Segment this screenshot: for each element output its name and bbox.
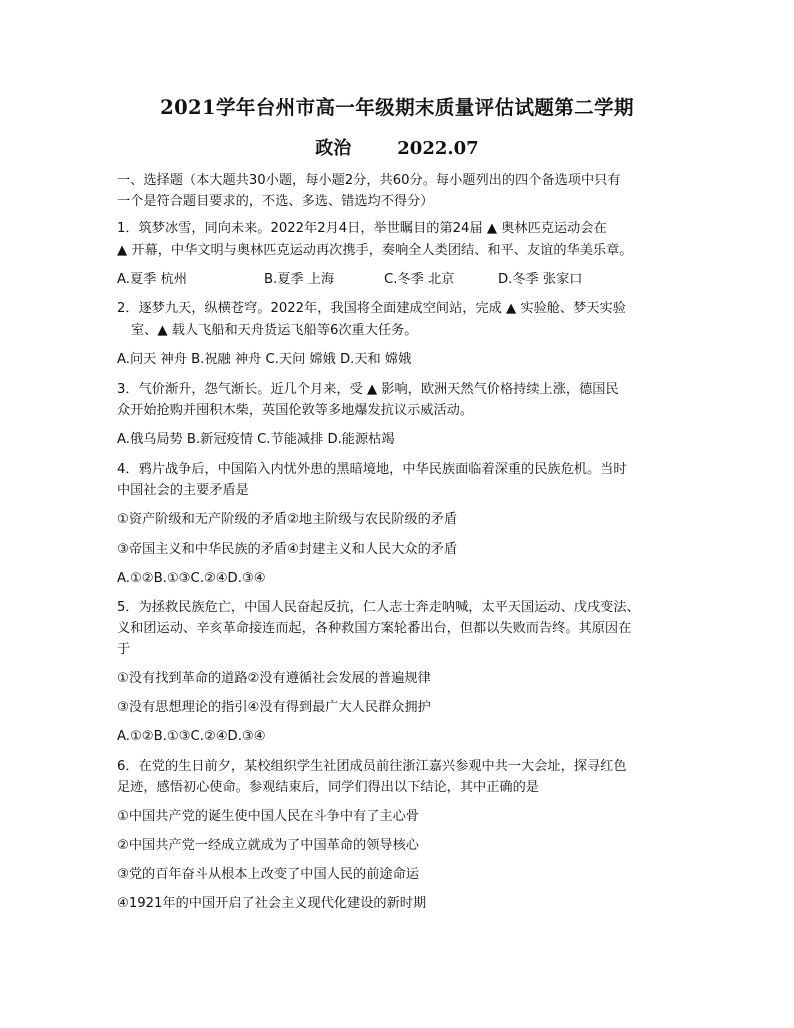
exam-date: 2022.07 [397, 138, 479, 159]
section-instructions-line-2: 一个是符合题目要求的，不选、多选、错选均不得分） [117, 194, 434, 209]
subject-label: 政治 [315, 138, 352, 159]
q1-option-a: A.夏季 杭州 [117, 272, 187, 287]
section-instructions-line-1: 一、选择题（本大题共30小题，每小题2分，共60分。每小题列出的四个备选项中只有 [117, 173, 621, 188]
q4-items-line-1: ①资产阶级和无产阶级的矛盾②地主阶级与农民阶级的矛盾 [117, 512, 458, 527]
exam-title: 2021学年台州市高一年级期末质量评估试题第二学期 [160, 96, 634, 119]
q3-stem-line-1: 3．气价渐升，怨气渐长。近几个月来，受 ▲ 影响，欧洲天然气价格持续上涨，德国民 [117, 382, 619, 397]
q6-item-4: ④1921年的中国开启了社会主义现代化建设的新时期 [117, 896, 427, 911]
q3-options: A.俄乌局势 B.新冠疫情 C.节能减排 D.能源枯竭 [117, 432, 395, 447]
q6-item-1: ①中国共产党的诞生使中国人民在斗争中有了主心骨 [117, 809, 419, 824]
q5-stem-line-1: 5．为拯救民族危亡，中国人民奋起反抗，仁人志士奔走呐喊，太平天国运动、戊戌变法、 [117, 600, 640, 615]
q2-options: A.问天 神舟 B.祝融 神舟 C.天问 嫦娥 D.天和 嫦娥 [117, 352, 412, 367]
q4-stem-line-1: 4．鸦片战争后，中国陷入内忧外患的黑暗境地，中华民族面临着深重的民族危机。当时 [117, 462, 627, 477]
q6-stem-line-1: 6．在党的生日前夕，某校组织学生社团成员前往浙江嘉兴参观中共一大会址，探寻红色 [117, 759, 627, 774]
q6-item-3: ③党的百年奋斗从根本上改变了中国人民的前途命运 [117, 867, 419, 882]
exam-subtitle [0, 134, 794, 160]
q4-stem-line-2: 中国社会的主要矛盾是 [117, 483, 249, 498]
q1-option-c: C.冬季 北京 [384, 272, 455, 287]
q1-stem-line-1: 1．筑梦冰雪，同向未来。2022年2月4日，举世瞩目的第24届 ▲ 奥林匹克运动会在 [117, 221, 607, 236]
q4-options: A.①②B.①③C.②④D.③④ [117, 571, 266, 586]
q5-stem-line-3: 于 [117, 642, 131, 657]
q2-stem-line-1: 2．逐梦九天，纵横苍穹。2022年，我国将全面建成空间站，完成 ▲ 实验舱、梦天实验 [117, 301, 626, 316]
q1-option-b: B.夏季 上海 [264, 272, 335, 287]
q1-stem-line-2: ▲ 开幕，中华文明与奥林匹克运动再次携手，奏响全人类团结、和平、友谊的华美乐章。 [117, 243, 633, 258]
q4-items-line-2: ③帝国主义和中华民族的矛盾④封建主义和人民大众的矛盾 [117, 542, 458, 557]
q5-stem-line-2: 义和团运动、辛亥革命接连而起，各种救国方案轮番出台，但都以失败而告终。其原因在 [117, 621, 632, 636]
q1-option-d: D.冬季 张家口 [498, 272, 583, 287]
q6-stem-line-2: 足迹，感悟初心使命。参观结束后，同学们得出以下结论，其中正确的是 [117, 780, 539, 795]
q2-stem-line-2: 室、▲ 载人飞船和天舟货运飞船等6次重大任务。 [131, 323, 418, 338]
q5-items-line-2: ③没有思想理论的指引④没有得到最广大人民群众拥护 [117, 700, 431, 715]
q6-item-2: ②中国共产党一经成立就成为了中国革命的领导核心 [117, 838, 419, 853]
q5-options: A.①②B.①③C.②④D.③④ [117, 729, 266, 744]
q5-items-line-1: ①没有找到革命的道路②没有遵循社会发展的普遍规律 [117, 671, 431, 686]
q3-stem-line-2: 众开始抢购并囤积木柴，英国伦敦等多地爆发抗议示威活动。 [117, 403, 474, 418]
